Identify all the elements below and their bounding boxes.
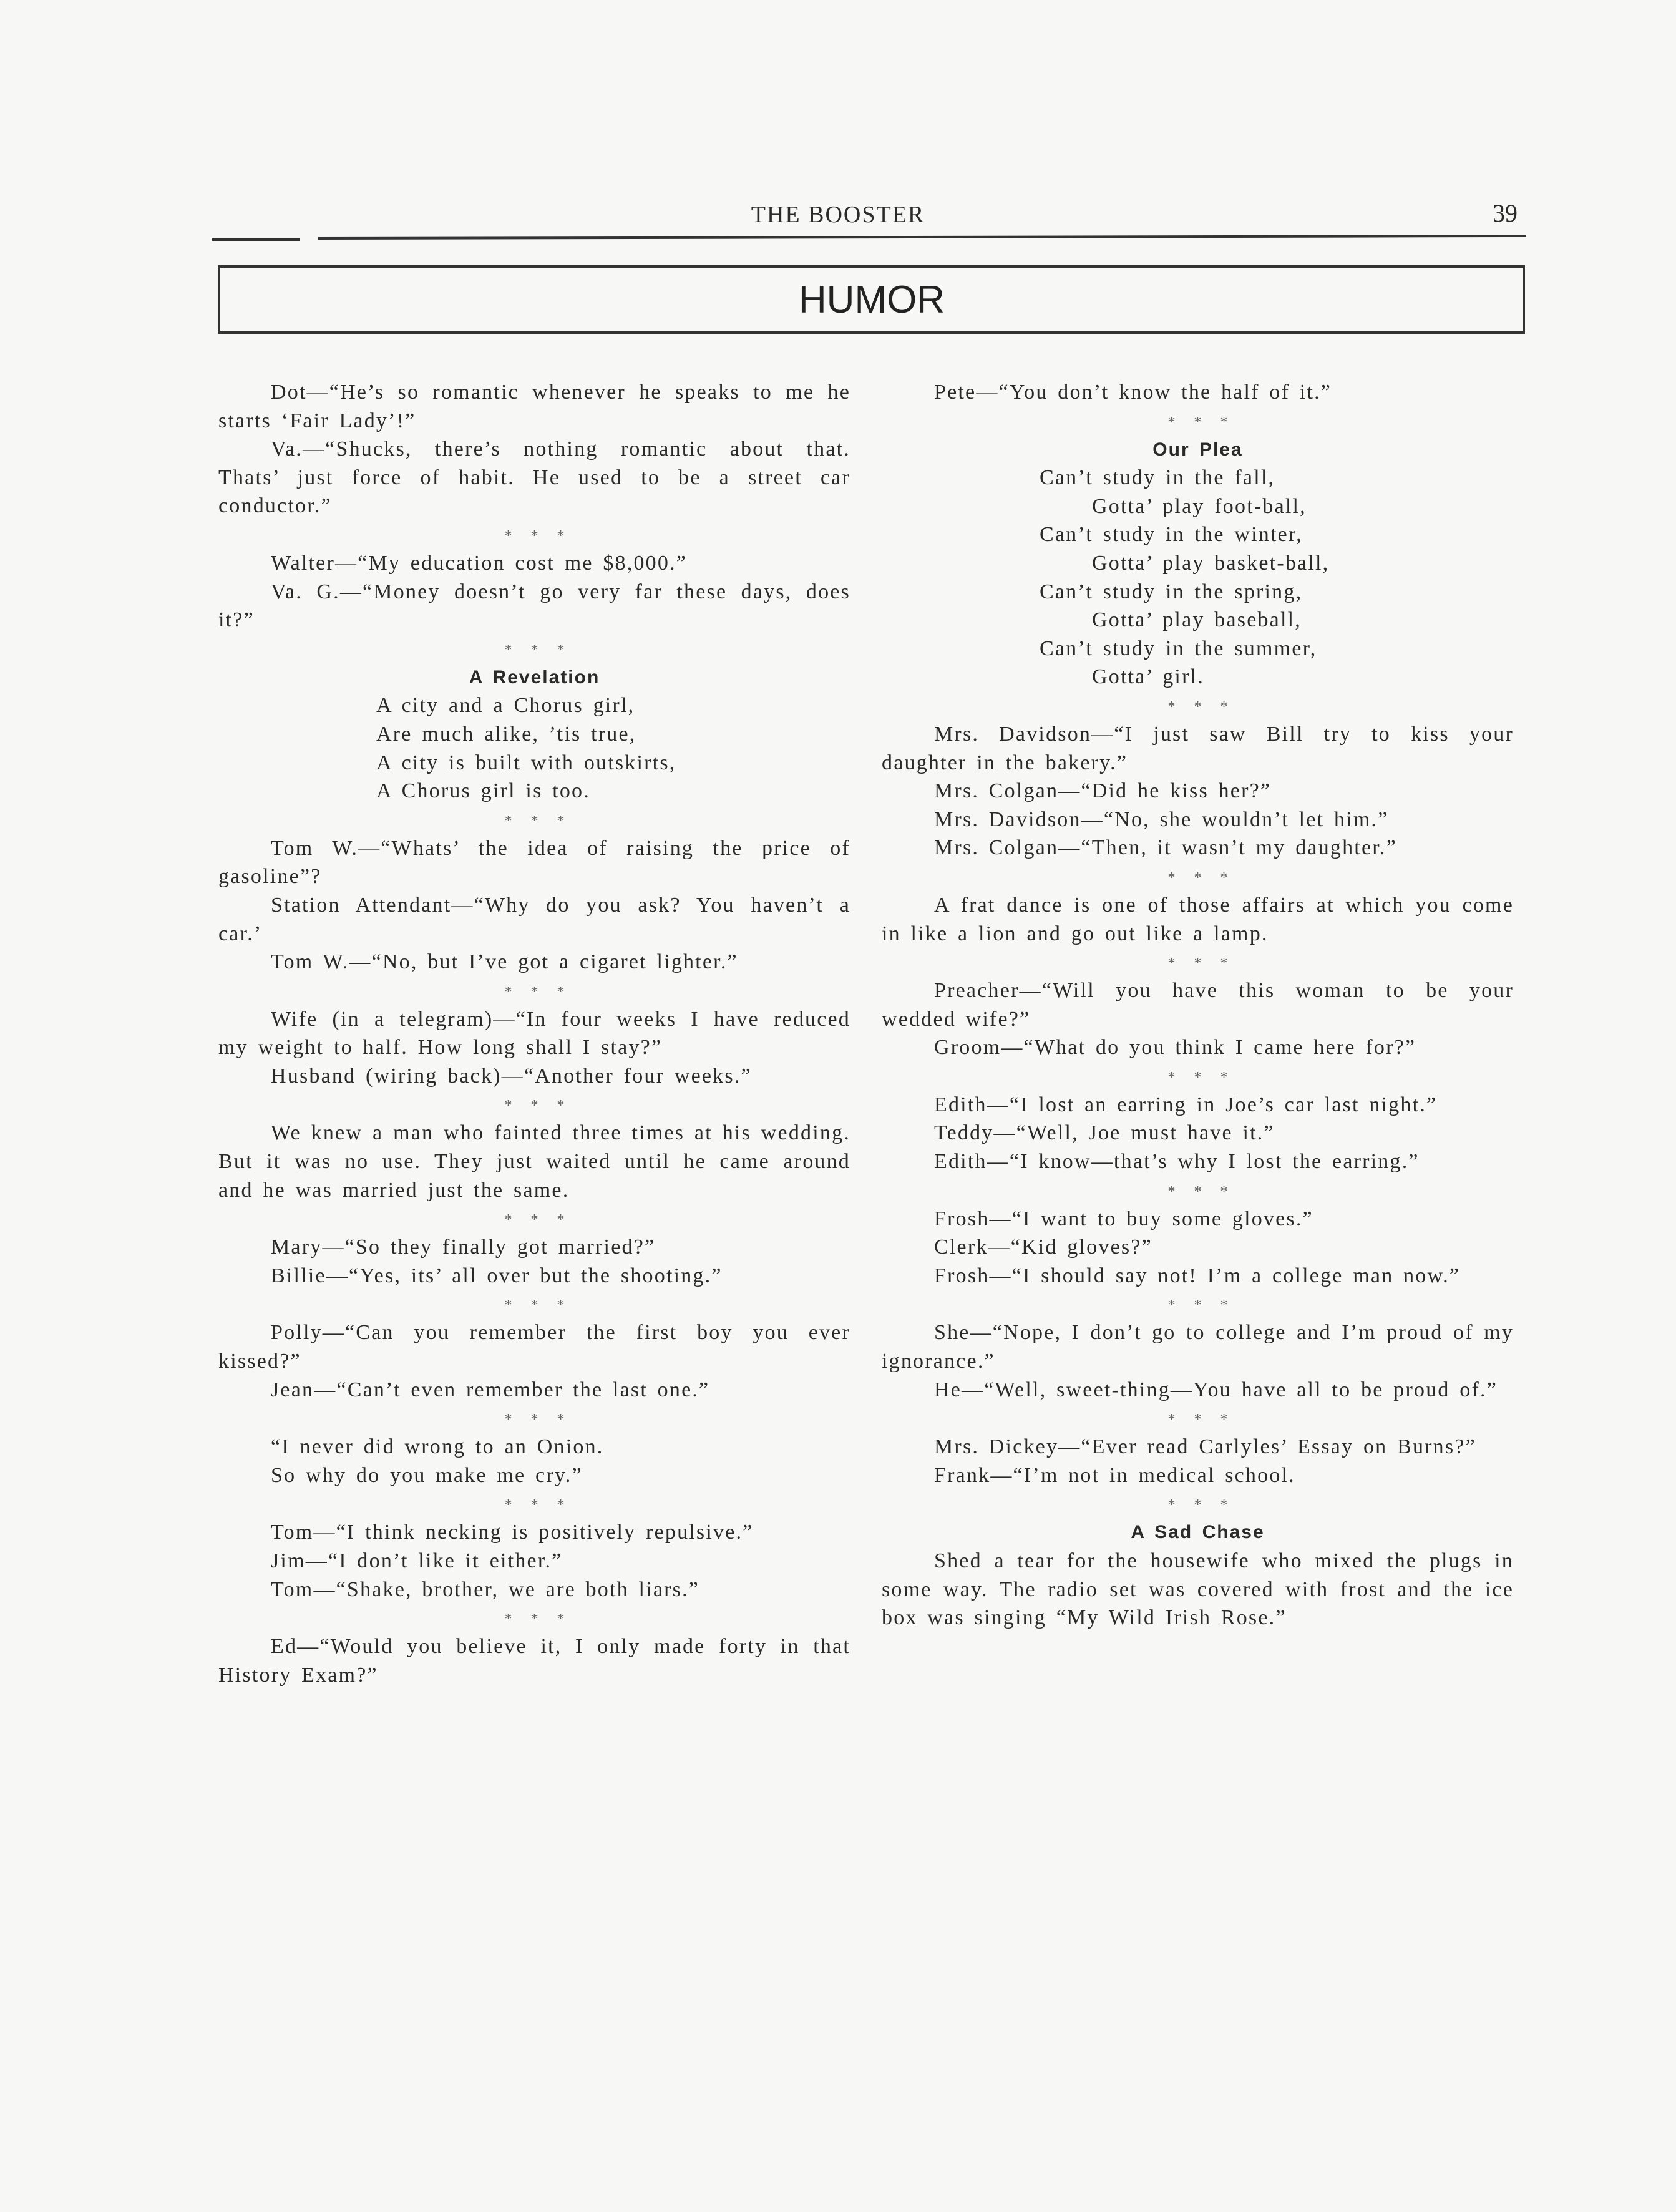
asterism-star: * — [557, 1297, 565, 1314]
separator — [882, 1062, 1514, 1091]
header-rule — [318, 235, 1526, 240]
verse-line: Are much alike, ’tis true, — [376, 722, 636, 746]
joke-paragraph: Mrs. Colgan—“Then, it wasn’t my daughter.” — [934, 836, 1397, 860]
joke-paragraph: Va.—“Shucks, there’s nothing romantic about that. Thats’ just force of habit. He used to be a street car conductor.” — [218, 437, 850, 518]
verse — [882, 464, 1514, 691]
asterism-star: * — [1194, 1069, 1202, 1086]
left-column — [218, 378, 850, 1689]
asterism-star: * — [504, 527, 512, 544]
joke-paragraph: Ed—“Would you believe it, I only made forty in that History Exam?” — [218, 1635, 850, 1687]
asterism-star: * — [530, 1212, 538, 1229]
separator — [882, 1290, 1514, 1318]
asterism-star: * — [1167, 1183, 1176, 1200]
joke-paragraph: Tom W.—“No, but I’ve got a cigaret lighter.” — [271, 950, 738, 974]
asterism-star: * — [1194, 1183, 1202, 1200]
asterism-star: * — [1167, 1297, 1176, 1314]
asterism-star: * — [1167, 1069, 1176, 1086]
asterism-star: * — [1220, 1183, 1228, 1200]
asterism-star: * — [530, 527, 538, 544]
joke-paragraph: He—“Well, sweet-thing—You have all to be proud of.” — [934, 1378, 1498, 1401]
joke-paragraph: Shed a tear for the housewife who mixed the plugs in some way. The radio set was covered with frost and the ice box was singing “My Wild Irish Rose.” — [882, 1549, 1514, 1630]
asterism-star: * — [1194, 1297, 1202, 1314]
asterism-star: * — [504, 983, 512, 1000]
asterism-star: * — [557, 1098, 565, 1114]
asterism-star: * — [557, 1212, 565, 1229]
asterism-star: * — [530, 1297, 538, 1314]
asterism-star: * — [557, 1497, 565, 1514]
asterism-star: * — [504, 1611, 512, 1628]
asterism-star: * — [504, 1297, 512, 1314]
separator — [218, 1090, 850, 1119]
joke-paragraph: Billie—“Yes, its’ all over but the shooting.” — [271, 1264, 723, 1287]
separator — [218, 1604, 850, 1632]
asterism-star: * — [1167, 1497, 1176, 1514]
asterism-star: * — [1167, 869, 1176, 886]
asterism-star: * — [504, 1098, 512, 1114]
verse — [218, 1433, 850, 1489]
joke-paragraph: Wife (in a telegram)—“In four weeks I have reduced my weight to half. How long shall I stay?” — [218, 1007, 850, 1060]
joke-paragraph: She—“Nope, I don’t go to college and I’m proud of my ignorance.” — [882, 1321, 1514, 1373]
joke-paragraph: Mrs. Davidson—“I just saw Bill try to kiss your daughter in the bakery.” — [882, 722, 1514, 774]
asterism-star: * — [1220, 1497, 1228, 1514]
joke-paragraph: Groom—“What do you think I came here for?” — [934, 1036, 1416, 1060]
asterism-star: * — [530, 1611, 538, 1628]
separator — [882, 1489, 1514, 1518]
asterism-star: * — [557, 1611, 565, 1628]
joke-paragraph: Mrs. Dickey—“Ever read Carlyles’ Essay on Burns?” — [934, 1435, 1476, 1459]
verse-line: So why do you make me cry.” — [271, 1463, 583, 1487]
joke-paragraph: Jean—“Can’t even remember the last one.” — [271, 1378, 710, 1401]
joke-paragraph: Polly—“Can you remember the first boy you ever kissed?” — [218, 1321, 850, 1373]
verse-line: Can’t study in the fall, — [1040, 466, 1275, 490]
running-head: THE BOOSTER — [751, 202, 925, 228]
separator — [218, 977, 850, 1005]
asterism-star: * — [1167, 414, 1176, 431]
joke-paragraph: Pete—“You don’t know the half of it.” — [934, 381, 1332, 404]
separator — [882, 1404, 1514, 1433]
separator — [882, 1176, 1514, 1205]
joke-paragraph: Teddy—“Well, Joe must have it.” — [934, 1121, 1275, 1145]
separator — [218, 1489, 850, 1518]
separator — [882, 948, 1514, 977]
section-title: HUMOR — [798, 278, 945, 321]
separator — [218, 635, 850, 663]
asterism-star: * — [1220, 414, 1228, 431]
joke-paragraph: A frat dance is one of those affairs at which you come in like a lion and go out like a lamp. — [882, 893, 1514, 945]
verse-line: A city is built with outskirts, — [376, 751, 676, 774]
asterism-star: * — [557, 641, 565, 658]
asterism-star: * — [504, 1212, 512, 1229]
separator — [218, 1404, 850, 1433]
joke-paragraph: Husband (wiring back)—“Another four weeks.” — [271, 1064, 752, 1088]
right-column — [882, 378, 1514, 1632]
asterism-star: * — [557, 527, 565, 544]
asterism-star: * — [530, 812, 538, 829]
asterism-star: * — [1194, 1497, 1202, 1514]
asterism-star: * — [557, 812, 565, 829]
asterism-star: * — [557, 1411, 565, 1428]
joke-paragraph: Dot—“He’s so romantic whenever he speaks to me he starts ‘Fair Lady’!” — [218, 381, 850, 432]
separator — [882, 862, 1514, 891]
asterism-star: * — [1194, 1411, 1202, 1428]
asterism-star: * — [530, 1411, 538, 1428]
asterism-star: * — [1194, 869, 1202, 886]
verse — [218, 691, 850, 805]
verse-line: “I never did wrong to an Onion. — [271, 1435, 604, 1459]
joke-paragraph: Edith—“I lost an earring in Joe’s car last night.” — [934, 1093, 1438, 1116]
joke-paragraph: Mary—“So they finally got married?” — [271, 1235, 656, 1259]
joke-paragraph: Tom—“Shake, brother, we are both liars.” — [271, 1577, 700, 1601]
asterism-star: * — [1220, 698, 1228, 715]
joke-paragraph: Frosh—“I want to buy some gloves.” — [934, 1207, 1313, 1230]
verse-line: Gotta’ girl. — [1092, 665, 1204, 689]
separator — [882, 691, 1514, 720]
joke-paragraph: We knew a man who fainted three times at his wedding. But it was no use. They just waited until he came around and he was married just the same. — [218, 1121, 850, 1202]
separator — [218, 520, 850, 549]
joke-paragraph: Jim—“I don’t like it either.” — [271, 1549, 563, 1572]
separator — [218, 1204, 850, 1233]
joke-paragraph: Clerk—“Kid gloves?” — [934, 1235, 1152, 1259]
piece-heading: A Sad Chase — [1131, 1522, 1265, 1543]
asterism-star: * — [557, 983, 565, 1000]
verse-line: Can’t study in the winter, — [1040, 523, 1303, 547]
joke-paragraph: Tom W.—“Whats’ the idea of raising the price of gasoline”? — [218, 836, 850, 889]
joke-paragraph: Walter—“My education cost me $8,000.” — [271, 551, 688, 575]
section-title-box — [218, 265, 1525, 334]
verse-line: Gotta’ play basket-ball, — [1092, 551, 1330, 575]
asterism-star: * — [1167, 1411, 1176, 1428]
verse-line: Can’t study in the summer, — [1040, 636, 1317, 660]
asterism-star: * — [1220, 1411, 1228, 1428]
separator — [882, 407, 1514, 436]
asterism-star: * — [504, 641, 512, 658]
asterism-star: * — [1220, 869, 1228, 886]
joke-paragraph: Tom—“I think necking is positively repulsive.” — [271, 1521, 754, 1544]
asterism-star: * — [530, 1098, 538, 1114]
piece-heading: A Revelation — [469, 666, 600, 688]
asterism-star: * — [530, 1497, 538, 1514]
asterism-star: * — [1220, 1297, 1228, 1314]
asterism-star: * — [530, 641, 538, 658]
joke-paragraph: Mrs. Davidson—“No, she wouldn’t let him.” — [934, 807, 1389, 831]
joke-paragraph: Station Attendant—“Why do you ask? You haven’t a car.’ — [218, 893, 850, 945]
asterism-star: * — [504, 1497, 512, 1514]
verse-line: A Chorus girl is too. — [376, 779, 590, 803]
page-number: 39 — [1493, 199, 1518, 227]
header-rule-left — [212, 238, 300, 241]
verse-line: Gotta’ play foot-ball, — [1092, 494, 1307, 518]
asterism-star: * — [530, 983, 538, 1000]
joke-paragraph: Edith—“I know—that’s why I lost the earring.” — [934, 1150, 1420, 1174]
asterism-star: * — [504, 1411, 512, 1428]
separator — [218, 1290, 850, 1318]
asterism-star: * — [1167, 955, 1176, 972]
asterism-star: * — [1194, 955, 1202, 972]
separator — [218, 806, 850, 834]
verse-line: A city and a Chorus girl, — [376, 694, 635, 718]
verse-line: Can’t study in the spring, — [1040, 580, 1303, 603]
asterism-star: * — [1167, 698, 1176, 715]
asterism-star: * — [1220, 1069, 1228, 1086]
asterism-star: * — [1220, 955, 1228, 972]
asterism-star: * — [1194, 414, 1202, 431]
asterism-star: * — [504, 812, 512, 829]
joke-paragraph: Frank—“I’m not in medical school. — [934, 1463, 1295, 1487]
verse-line: Gotta’ play baseball, — [1092, 608, 1302, 632]
asterism-star: * — [1194, 698, 1202, 715]
joke-paragraph: Preacher—“Will you have this woman to be your wedded wife?” — [882, 979, 1514, 1031]
joke-paragraph: Va. G.—“Money doesn’t go very far these days, does it?” — [218, 580, 850, 632]
joke-paragraph: Mrs. Colgan—“Did he kiss her?” — [934, 779, 1272, 803]
joke-paragraph: Frosh—“I should say not! I’m a college man now.” — [934, 1264, 1461, 1287]
piece-heading: Our Plea — [1152, 439, 1243, 460]
